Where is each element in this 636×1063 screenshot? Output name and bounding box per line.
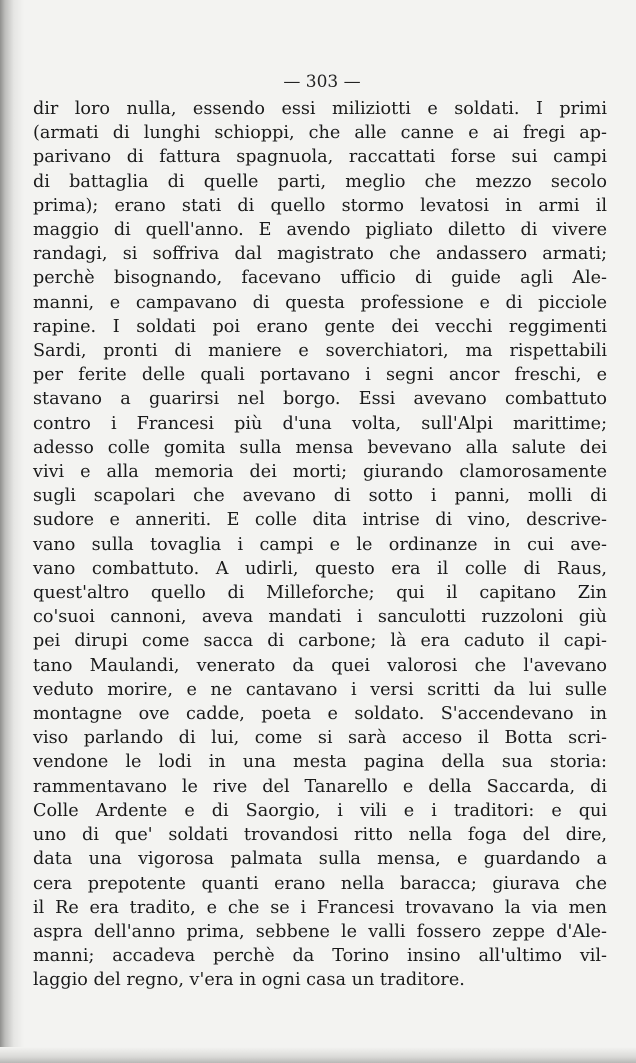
- text-line: vano sulla tovaglia i campi e le ordinanze in cui ave-: [33, 534, 607, 555]
- text-line: laggio del regno, v'era in ogni casa un traditore.: [33, 970, 465, 991]
- text-line: parivano di fattura spagnuola, raccattati forse sui campi: [33, 147, 607, 168]
- text-line: veduto morire, e ne cantavano i versi scritti da lui sulle: [33, 679, 607, 700]
- text-line: contro i Francesi più d'una volta, sull'Alpi marittime;: [33, 413, 607, 434]
- text-line: randagi, si soffriva dal magistrato che andassero armati;: [33, 244, 607, 265]
- text-line: viso parlando di lui, come si sarà acceso il Botta scri-: [33, 728, 607, 749]
- text-line: per ferite delle quali portavano i segni ancor freschi, e: [33, 365, 607, 386]
- text-line: montagne ove cadde, poeta e soldato. S'accendevano in: [33, 704, 607, 725]
- text-line: perchè bisognando, facevano ufficio di guide agli Ale-: [33, 268, 607, 289]
- text-line: aspra dell'anno prima, sebbene le valli fossero zeppe d'Ale-: [33, 921, 607, 942]
- page-number: — 303 —: [283, 72, 361, 92]
- text-line: Sardi, pronti di maniere e soverchiatori, ma rispettabili: [33, 341, 607, 362]
- text-line: rammentavano le rive del Tanarello e della Saccarda, di: [33, 776, 607, 797]
- text-line: il Re era tradito, e che se i Francesi trovavano la via men: [33, 897, 607, 918]
- text-line: sugli scapolari che avevano di sotto i panni, molli di: [33, 486, 607, 507]
- text-line: tano Maulandi, venerato da quei valorosi che l'avevano: [33, 655, 607, 676]
- text-line: vano combattuto. A udirli, questo era il colle di Raus,: [33, 558, 607, 579]
- text-line: data una vigorosa palmata sulla mensa, e guardando a: [33, 849, 607, 870]
- text-line: manni; accadeva perchè da Torino insino all'ultimo vil-: [33, 946, 607, 967]
- text-line: stavano a guarirsi nel borgo. Essi avevano combattuto: [33, 389, 607, 410]
- text-line: prima); erano stati di quello stormo levatosi in armi il: [33, 195, 607, 216]
- text-line: manni, e campavano di questa professione e di picciole: [33, 292, 607, 313]
- text-line: vendone le lodi in una mesta pagina della sua storia:: [33, 752, 607, 773]
- text-line: adesso colle gomita sulla mensa bevevano alla salute dei: [33, 437, 607, 458]
- text-line: Colle Ardente e di Saorgio, i vili e i traditori: e qui: [33, 800, 607, 821]
- text-line: maggio di quell'anno. E avendo pigliato diletto di vivere: [33, 220, 607, 241]
- text-line: co'suoi cannoni, aveva mandati i sanculotti ruzzoloni giù: [33, 607, 607, 628]
- text-line: dir loro nulla, essendo essi miliziotti e soldati. I primi: [33, 99, 607, 119]
- text-line: quest'altro quello di Milleforche; qui il capitano Zin: [33, 583, 607, 604]
- page-left-edge-shadow: [0, 0, 24, 1063]
- text-line: uno di que' soldati trovandosi ritto nella foga del dire,: [33, 825, 607, 846]
- text-line: rapine. I soldati poi erano gente dei vecchi reggimenti: [33, 316, 607, 337]
- text-line: cera prepotente quanti erano nella baracca; giurava che: [33, 873, 607, 894]
- text-line: di battaglia di quelle parti, meglio che mezzo secolo: [33, 171, 607, 192]
- text-line: vivi e alla memoria dei morti; giurando clamorosamente: [33, 462, 607, 483]
- text-line: pei dirupi come sacca di carbone; là era caduto il capi-: [33, 631, 607, 652]
- body-text: [33, 97, 607, 993]
- text-line: (armati di lunghi schioppi, che alle canne e ai fregi ap-: [33, 123, 607, 144]
- text-line: sudore e anneriti. E colle dita intrise di vino, descrive-: [33, 510, 607, 531]
- page-bottom-edge-shadow: [0, 1047, 636, 1063]
